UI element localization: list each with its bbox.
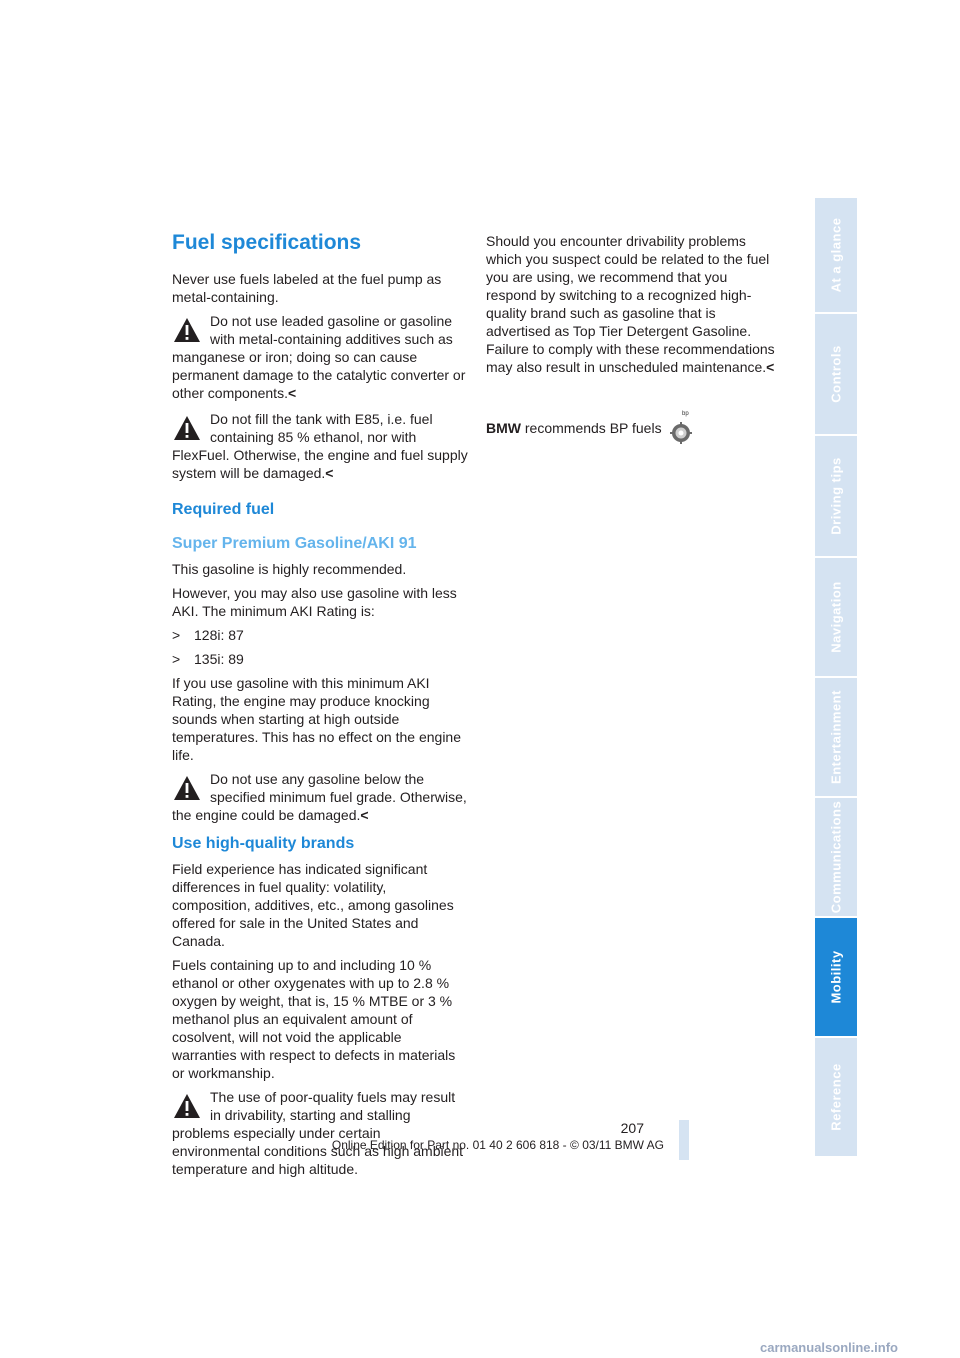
bmw-wordmark: BMW	[486, 420, 521, 436]
tab-controls[interactable]	[815, 314, 857, 434]
tab-communications[interactable]	[815, 798, 857, 916]
right-paragraph-1: Should you encounter drivability problems which you suspect could be related to the fuel you are using, we recommend that you respond by switching to a recognized high-quality brand such as gasoline that is advertised as Top Tier Detergent Gasoline.	[486, 233, 770, 339]
super-premium-heading: Super Premium Gasoline/AKI 91	[172, 535, 417, 552]
intro-paragraph: Never use fuels labeled at the fuel pump as metal-containing.	[172, 271, 442, 305]
bullet-item	[172, 626, 468, 644]
bullet-text: 128i: 87	[194, 627, 244, 643]
tab-label: Mobility	[828, 950, 844, 1004]
brands-paragraph-1: Field experience has indicated significant differences in fuel quality: volatility, composition, additives, etc., among gasolines offered for sale in the United States and Canada.	[172, 861, 454, 949]
bullet-item	[172, 650, 468, 668]
warning-block-3	[172, 770, 468, 824]
end-mark: <	[766, 359, 775, 375]
warning-block-2	[172, 410, 468, 482]
tab-label: Reference	[828, 1063, 844, 1131]
right-column	[486, 232, 780, 376]
warning-text-4: The use of poor-quality fuels may result in drivability, starting and stalling problems especially under certain environmental conditions such as high ambient temperature and high altitude.	[172, 1089, 464, 1177]
tab-driving-tips[interactable]	[815, 436, 857, 556]
tab-label: Driving tips	[828, 457, 844, 535]
super-paragraph-1: This gasoline is highly recommended.	[172, 561, 407, 577]
warning-text-1: Do not use leaded gasoline or gasoline with metal-containing additives such as manganese or iron; doing so can cause permanent damage to the catalytic converter or other components.	[172, 313, 466, 401]
bullet-mark: >	[172, 651, 181, 667]
watermark: carmanualsonline.info	[760, 1340, 898, 1355]
page-title: Fuel specifications	[172, 231, 362, 254]
warning-triangle-icon	[172, 774, 202, 802]
brands-heading: Use high-quality brands	[172, 835, 355, 852]
tab-label: Communications	[828, 800, 844, 914]
footer-edition: Online Edition for Part no. 01 40 2 606 818 - © 03/11 BMW AG	[331, 1138, 664, 1152]
tab-label: At a glance	[828, 217, 844, 293]
bullet-text: 135i: 89	[194, 651, 244, 667]
warning-triangle-icon	[172, 414, 202, 442]
page-marker-bar	[679, 1120, 689, 1160]
bullet-mark: >	[172, 627, 181, 643]
bp-small-label: bp	[682, 411, 689, 417]
tab-label: Navigation	[828, 581, 844, 653]
left-column	[172, 226, 468, 1186]
page-number: 207	[620, 1120, 644, 1136]
tab-at-a-glance[interactable]	[815, 198, 857, 312]
required-fuel-heading: Required fuel	[172, 501, 275, 518]
tab-navigation[interactable]	[815, 558, 857, 676]
brands-paragraph-2: Fuels containing up to and including 10 % ethanol or other oxygenates with up to 2.8 % oxygen by weight, that is, 15 % MTBE or 3 % methanol plus an equivalent amount of cosolvent, will not void the applicable warranties with respect to defects in materials or workmanship.	[172, 957, 456, 1081]
tab-label: Entertainment	[828, 690, 844, 784]
tab-entertainment[interactable]	[815, 678, 857, 796]
section-tabs	[815, 198, 857, 1158]
warning-block-4	[172, 1088, 468, 1178]
warning-text-2: Do not fill the tank with E85, i.e. fuel containing 85 % ethanol, nor with FlexFuel. Otherwise, the engine and fuel supply system will be damaged.	[172, 411, 468, 481]
warning-block-1	[172, 312, 468, 402]
tab-label: Controls	[828, 345, 844, 403]
end-mark: <	[360, 807, 369, 823]
tab-reference[interactable]	[815, 1038, 857, 1156]
super-paragraph-2: However, you may also use gasoline with less AKI. The minimum AKI Rating is:	[172, 585, 457, 619]
right-paragraph-2	[486, 340, 780, 376]
bp-helios-logo-icon	[670, 418, 692, 444]
end-mark: <	[287, 385, 297, 401]
end-mark: <	[325, 465, 334, 481]
right-paragraph-2-text: Failure to comply with these recommendations may also result in unscheduled maintenance.	[486, 341, 775, 375]
super-paragraph-3: If you use gasoline with this minimum AKI Rating, the engine may produce knocking sounds when starting at high outside temperatures. This has no effect on the engine life.	[172, 675, 462, 763]
warning-triangle-icon	[172, 1092, 202, 1120]
bp-recommendation-text: recommends BP fuels	[521, 420, 662, 436]
warning-text-3: Do not use any gasoline below the specified minimum fuel grade. Otherwise, the engine could be damaged.	[172, 771, 467, 823]
warning-triangle-icon	[172, 316, 202, 344]
tab-mobility[interactable]	[815, 918, 857, 1036]
